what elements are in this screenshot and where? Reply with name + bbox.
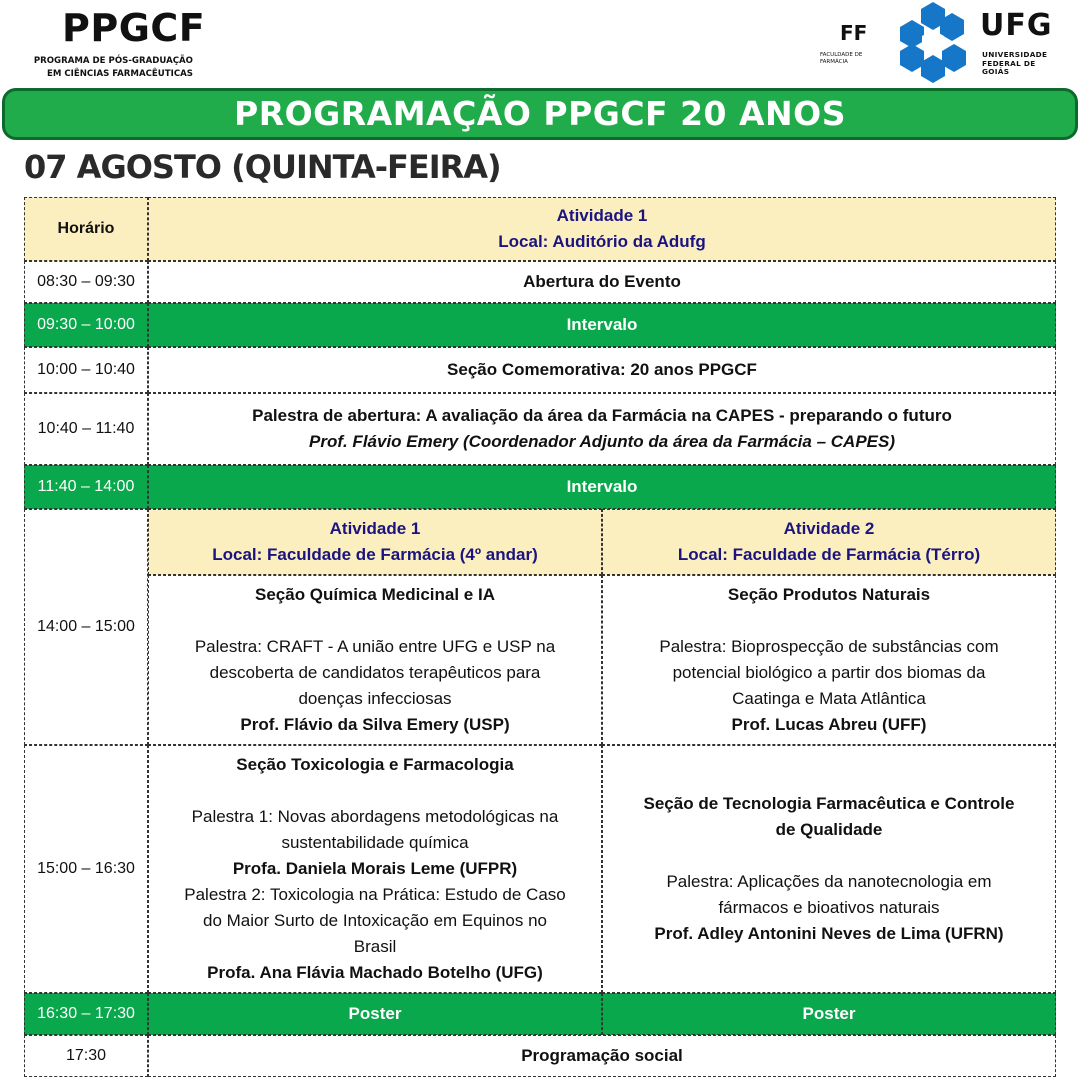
break-title: Intervalo <box>566 477 638 496</box>
talk-line: doenças infecciosas <box>298 689 452 708</box>
time-cell <box>24 303 148 347</box>
activity-title: Programação social <box>521 1046 683 1065</box>
activity-label: Atividade 1 <box>556 206 648 225</box>
time-cell <box>24 261 148 303</box>
speaker-name: Prof. Adley Antonini Neves de Lima (UFRN) <box>654 924 1004 943</box>
ufg-wordmark: UFG <box>980 8 1053 43</box>
speaker-name: Prof. Lucas Abreu (UFF) <box>731 715 927 734</box>
break-cell <box>148 303 1056 347</box>
session-left-cell <box>148 575 602 745</box>
activity-cell <box>148 347 1056 393</box>
talk-line: Palestra: CRAFT - A união entre UFG e USP na <box>194 637 556 656</box>
ufg-subtitle <box>982 51 1059 77</box>
ff-logo <box>818 22 878 66</box>
talk-line: fármacos e bioativos naturais <box>718 898 940 917</box>
talk-line: Palestra 1: Novas abordagens metodológicas na <box>191 807 559 826</box>
activity-cell <box>148 261 1056 303</box>
ppgcf-logo: PPGCF <box>62 6 206 50</box>
poster-label: Poster <box>802 1004 856 1023</box>
table-row <box>24 261 1056 303</box>
speaker-name: Profa. Daniela Morais Leme (UFPR) <box>232 859 518 878</box>
day-title: 07 AGOSTO (QUINTA-FEIRA) <box>24 148 501 186</box>
time-cell <box>24 393 148 465</box>
time-text: 11:40 – 14:00 <box>37 478 135 495</box>
talk-line: sustentabilidade química <box>281 833 469 852</box>
ff-text-line2: FARMÁCIA <box>820 59 848 65</box>
table-row-poster <box>24 993 1056 1035</box>
time-header-label: Horário <box>57 220 115 237</box>
talk-line: potencial biológico a partir dos biomas da <box>672 663 986 682</box>
talk-line: Palestra: Aplicações da nanotecnologia em <box>666 872 992 891</box>
time-text: 15:00 – 16:30 <box>37 860 135 877</box>
poster-label: Poster <box>348 1004 402 1023</box>
time-text: 08:30 – 09:30 <box>37 273 135 290</box>
activity-2-header-cell <box>602 509 1056 575</box>
ufg-hexagon-icon <box>892 0 974 84</box>
activity-1-location: Local: Faculdade de Farmácia (4º andar) <box>212 545 538 564</box>
ff-mark: FF <box>840 21 868 45</box>
table-row <box>24 393 1056 465</box>
activity-cell <box>148 1035 1056 1077</box>
activity-title: Seção Comemorativa: 20 anos PPGCF <box>447 360 757 379</box>
session-title: Seção Produtos Naturais <box>727 585 931 604</box>
table-row-break <box>24 465 1056 509</box>
talk-line: do Maior Surto de Intoxicação em Equinos no <box>203 911 547 930</box>
activity-title: Palestra de abertura: A avaliação da área da Farmácia na CAPES - preparando o futuro <box>252 406 952 425</box>
time-cell <box>24 347 148 393</box>
session-right-cell <box>602 575 1056 745</box>
ff-text <box>818 52 878 66</box>
table-row <box>24 745 1056 993</box>
afternoon-activity-header-row <box>24 509 1056 575</box>
talk-line: Palestra: Bioprospecção de substâncias com <box>659 637 999 656</box>
ppgcf-subtitle-line2: EM CIÊNCIAS FARMACÊUTICAS <box>46 68 193 79</box>
ppgcf-subtitle <box>25 55 193 80</box>
talk-line: descoberta de candidatos terapêuticos para <box>209 663 541 682</box>
talk-line: Palestra 2: Toxicologia na Prática: Estudo de Caso <box>184 885 566 904</box>
time-text: 09:30 – 10:00 <box>37 316 135 333</box>
title-banner <box>2 88 1078 140</box>
talk-line: Caatinga e Mata Atlântica <box>732 689 926 708</box>
afternoon-session-row <box>24 575 1056 745</box>
activity-2-label: Atividade 2 <box>783 519 875 538</box>
ff-text-line1: FACULDADE DE <box>820 52 863 58</box>
table-row <box>24 347 1056 393</box>
ufg-subtitle-line2: FEDERAL DE GOIÁS <box>982 58 1036 76</box>
table-row <box>24 1035 1056 1077</box>
poster-left-cell <box>148 993 602 1035</box>
speaker-name: Profa. Ana Flávia Machado Botelho (UFG) <box>207 963 543 982</box>
activity-location: Local: Auditório da Adufg <box>498 232 706 251</box>
activity-header-cell <box>148 197 1056 261</box>
ppgcf-subtitle-line1: PROGRAMA DE PÓS-GRADUAÇÃO <box>33 56 193 66</box>
break-cell <box>148 465 1056 509</box>
session-left-cell <box>148 745 602 993</box>
session-title: Seção Química Medicinal e IA <box>255 585 495 604</box>
time-cell <box>24 1035 148 1077</box>
activity-speaker: Prof. Flávio Emery (Coordenador Adjunto da área da Farmácia – CAPES) <box>308 432 895 451</box>
ufg-subtitle-line1: UNIVERSIDADE <box>982 50 1048 59</box>
time-cell <box>24 745 148 993</box>
banner-title: PROGRAMAÇÃO PPGCF 20 ANOS <box>234 94 846 133</box>
activity-2-location: Local: Faculdade de Farmácia (Térro) <box>677 545 981 564</box>
time-cell <box>24 465 148 509</box>
activity-1-header-cell <box>148 509 602 575</box>
time-text: 10:00 – 10:40 <box>37 361 135 378</box>
speaker-name: Prof. Flávio da Silva Emery (USP) <box>240 715 510 734</box>
table-row-break <box>24 303 1056 347</box>
activity-cell <box>148 393 1056 465</box>
session-right-cell <box>602 745 1056 993</box>
activity-1-label: Atividade 1 <box>329 519 421 538</box>
session-title: de Qualidade <box>775 820 883 839</box>
session-title: Seção Toxicologia e Farmacologia <box>236 755 514 774</box>
time-text: 17:30 <box>65 1047 107 1064</box>
time-header-cell <box>24 197 148 261</box>
poster-right-cell <box>602 993 1056 1035</box>
time-text: 14:00 – 15:00 <box>37 618 135 635</box>
session-title: Seção de Tecnologia Farmacêutica e Controle <box>643 794 1015 813</box>
table-header-row <box>24 197 1056 261</box>
time-cell <box>24 993 148 1035</box>
activity-title: Abertura do Evento <box>523 272 681 291</box>
break-title: Intervalo <box>566 315 638 334</box>
time-text: 16:30 – 17:30 <box>37 1005 135 1022</box>
talk-line: Brasil <box>353 937 397 956</box>
time-text: 10:40 – 11:40 <box>37 420 135 437</box>
